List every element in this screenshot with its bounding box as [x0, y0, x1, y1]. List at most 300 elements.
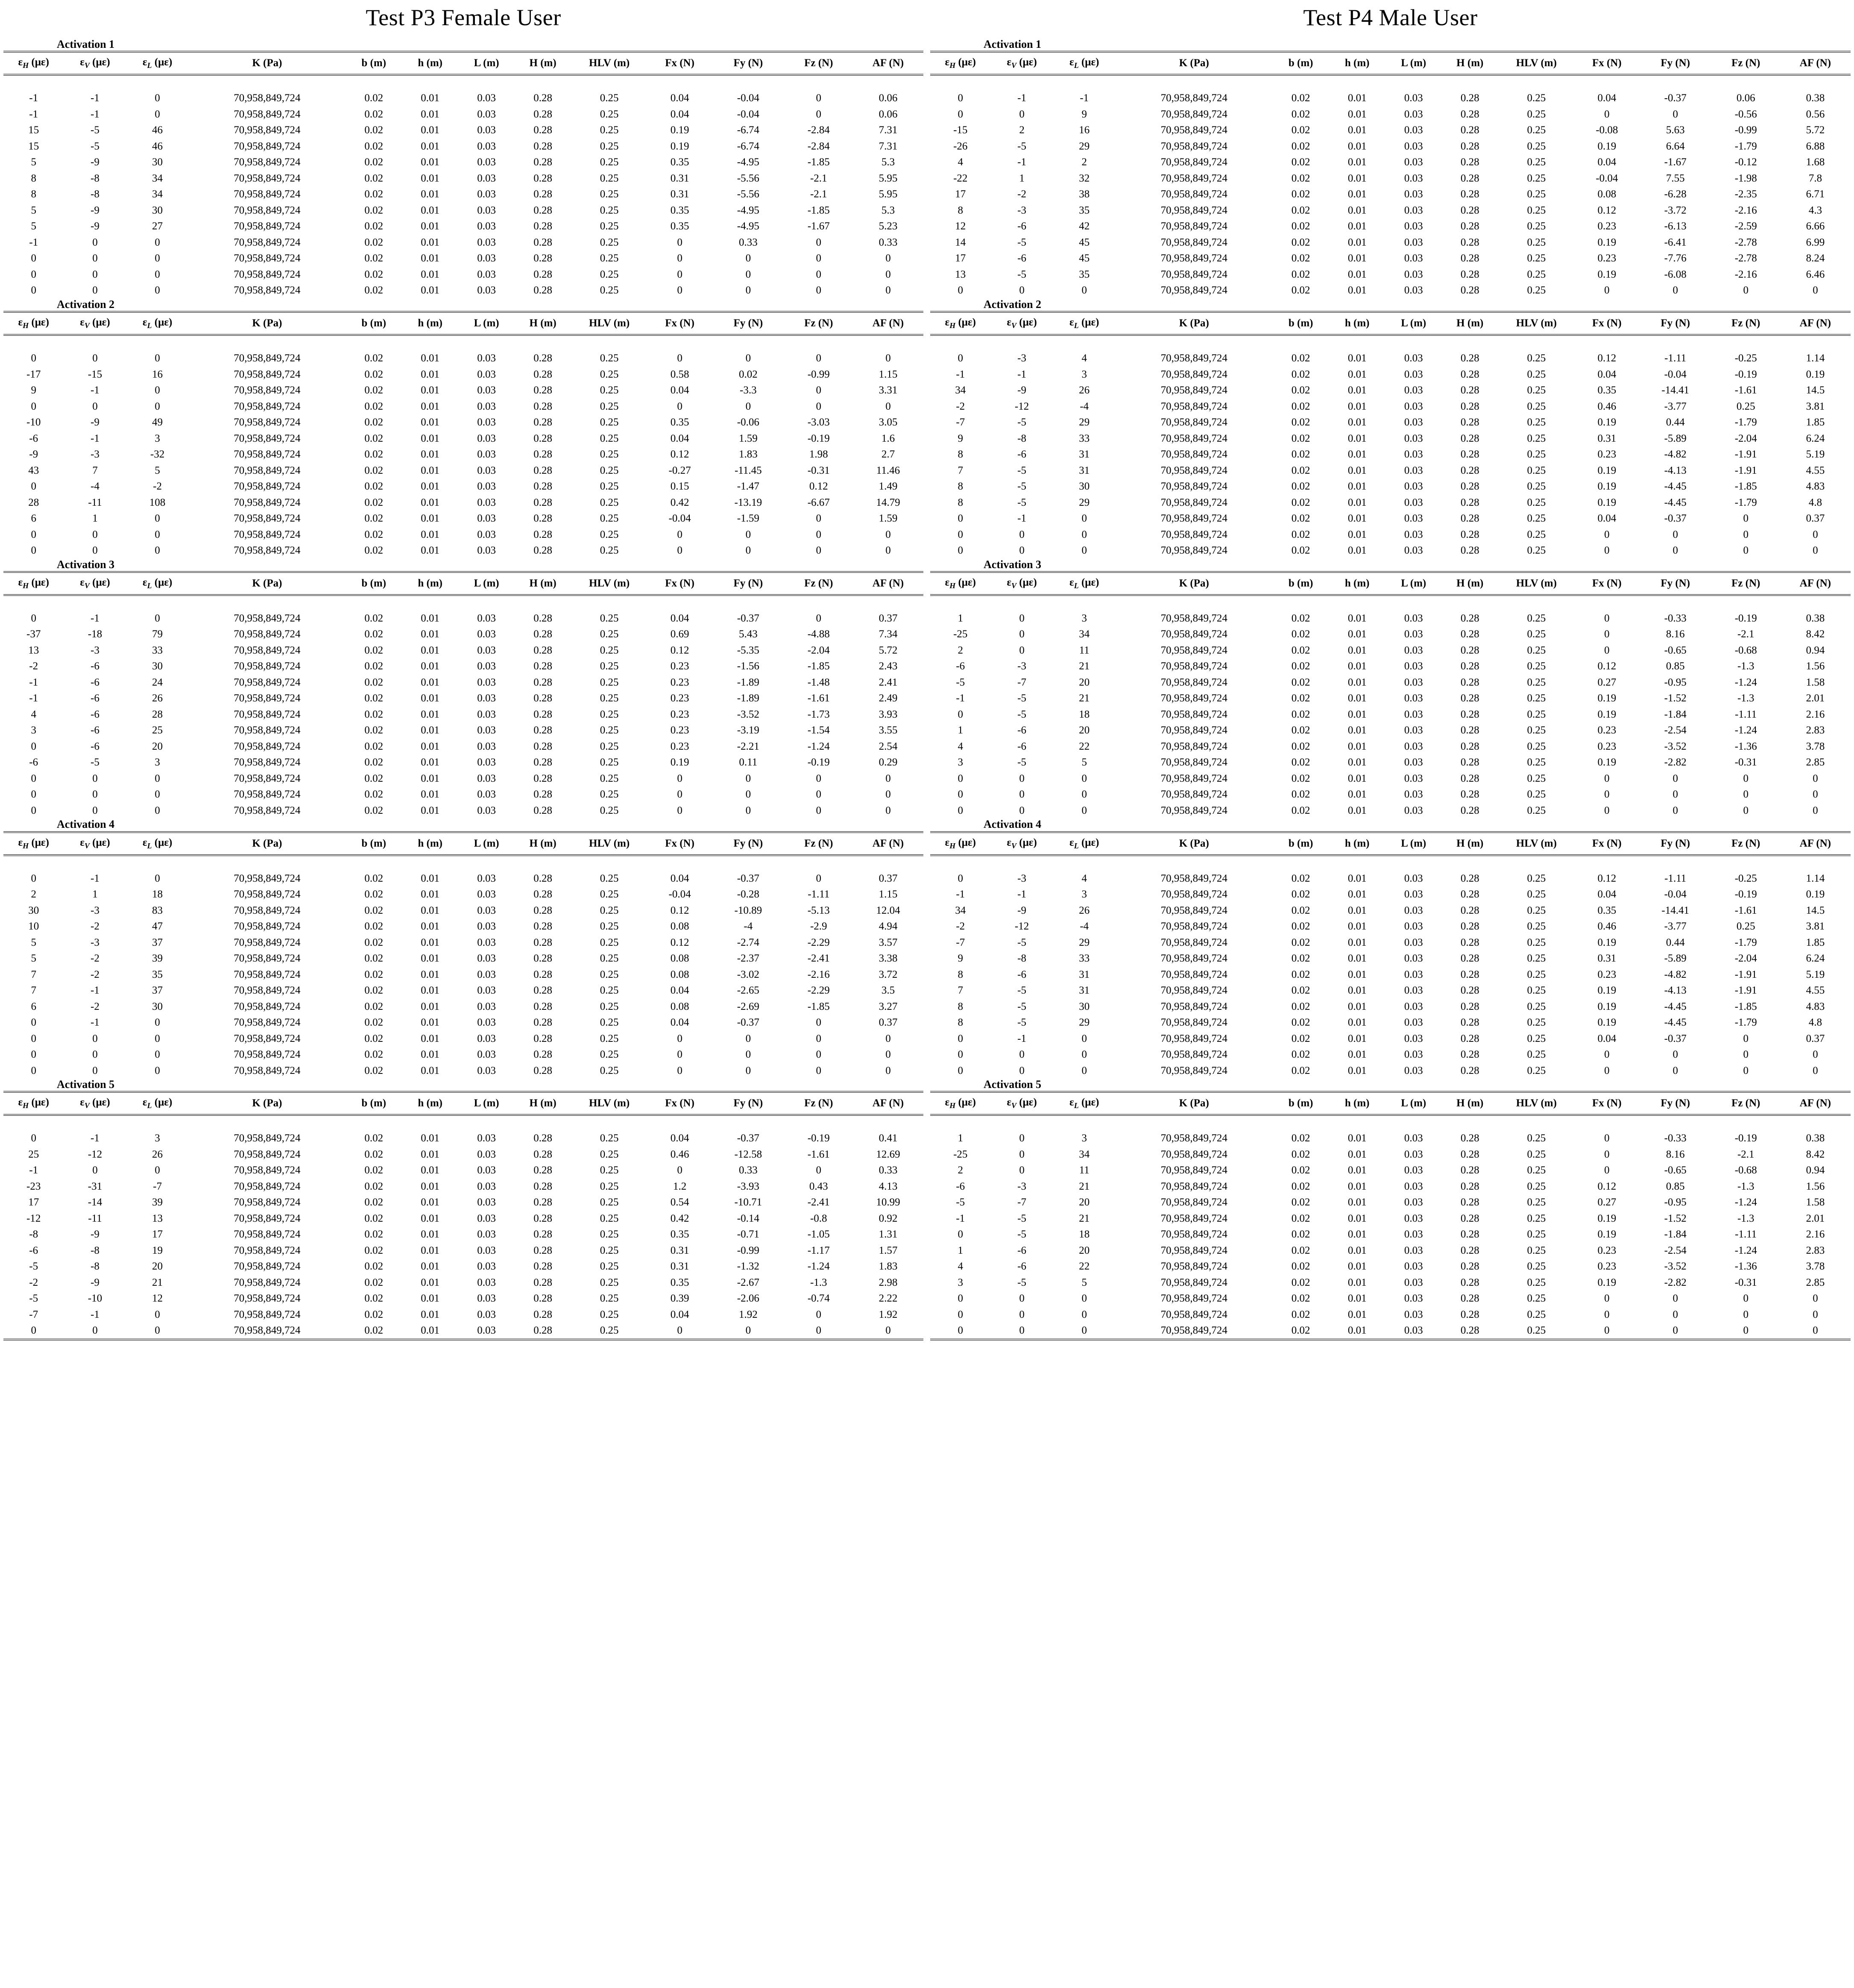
- table-row: [3, 1194, 923, 1211]
- cell-fz: 0: [1743, 1049, 1749, 1061]
- column-header-fy: Fy (N): [712, 572, 785, 595]
- cell-k: 70,958,849,724: [1160, 1032, 1227, 1044]
- cell-k: 70,958,849,724: [234, 1212, 301, 1224]
- cell-b: 0.02: [1291, 724, 1310, 736]
- cell-fy: 0.44: [1666, 416, 1685, 428]
- activation-label: Activation 4: [984, 818, 1042, 831]
- cell-af: 0: [1813, 1308, 1818, 1320]
- activation-table: [3, 51, 923, 299]
- cell-b: 0.02: [1291, 284, 1310, 296]
- cell-b: 0.02: [364, 513, 384, 525]
- cell-k: 70,958,849,724: [234, 368, 301, 380]
- table-row: [930, 90, 1851, 106]
- table-row: [3, 542, 923, 559]
- cell-el: 21: [1079, 1180, 1090, 1192]
- cell-el: 0: [155, 1049, 160, 1061]
- cell-el: 3: [155, 432, 160, 444]
- cell-h: 0.01: [421, 449, 440, 460]
- cell-af: 3.78: [1806, 740, 1825, 752]
- cell-h: 0.01: [1347, 204, 1367, 216]
- spacer-cell: [930, 595, 1851, 610]
- cell-hlv: 0.25: [600, 660, 619, 672]
- cell-fy: -0.37: [737, 612, 759, 624]
- cell-ev: 0: [1019, 644, 1025, 656]
- cell-ev: -9: [91, 204, 100, 216]
- cell-fy: -1.11: [1664, 872, 1687, 884]
- cell-L: 0.03: [1404, 612, 1423, 624]
- cell-b: 0.02: [1291, 156, 1310, 168]
- cell-b: 0.02: [364, 140, 384, 152]
- cell-L: 0.03: [477, 888, 496, 900]
- cell-fy: -4.45: [1664, 496, 1687, 508]
- table-row: [3, 170, 923, 187]
- cell-fz: -2.84: [807, 124, 830, 136]
- cell-b: 0.02: [1291, 1064, 1310, 1076]
- cell-fx: 0.04: [1597, 368, 1617, 380]
- cell-H: 0.28: [1460, 545, 1479, 557]
- cell-hlv: 0.25: [600, 1132, 619, 1144]
- cell-el: 30: [1079, 481, 1090, 493]
- spacer-cell: [930, 1115, 1851, 1130]
- cell-L: 0.03: [477, 772, 496, 784]
- table-row: [3, 610, 923, 627]
- cell-el: 22: [1079, 1261, 1090, 1273]
- cell-k: 70,958,849,724: [234, 513, 301, 525]
- cell-hlv: 0.25: [600, 1017, 619, 1029]
- cell-fy: 0: [1672, 789, 1678, 800]
- cell-el: 83: [152, 904, 163, 916]
- cell-af: 3.81: [1806, 400, 1825, 412]
- cell-fx: 0: [677, 1032, 682, 1044]
- cell-af: 1.58: [1806, 676, 1825, 688]
- cell-af: 8.24: [1806, 252, 1825, 264]
- cell-ev: 2: [1019, 124, 1025, 136]
- cell-H: 0.28: [533, 384, 552, 396]
- cell-eh: 7: [958, 985, 963, 997]
- cell-fz: 0: [1712, 1322, 1780, 1340]
- table-row: [930, 982, 1851, 999]
- cell-ev: -9: [91, 416, 100, 428]
- cell-af: 2.16: [1806, 1229, 1825, 1240]
- column-header-k: K (Pa): [189, 832, 346, 855]
- cell-ev: -1: [91, 384, 100, 396]
- cell-eh: -37: [26, 628, 41, 640]
- cell-b: 0.02: [1291, 740, 1310, 752]
- cell-b: 0.02: [364, 1000, 384, 1012]
- cell-h: 0.01: [421, 1032, 440, 1044]
- cell-ev: -8: [1017, 953, 1026, 965]
- cell-af: 0: [885, 772, 891, 784]
- cell-L: 0.03: [477, 156, 496, 168]
- cell-af: 3.5: [881, 985, 895, 997]
- cell-fy: 0: [745, 1032, 751, 1044]
- cell-h: 0.01: [421, 772, 440, 784]
- cell-H: 0.28: [1460, 1308, 1479, 1320]
- cell-h: 0.01: [1347, 513, 1367, 525]
- cell-af: 2.16: [1806, 708, 1825, 720]
- cell-ev: -5: [1017, 236, 1026, 248]
- cell-fz: -1.67: [807, 220, 830, 232]
- cell-fz: -6.67: [807, 496, 830, 508]
- cell-hlv: 0.25: [1527, 449, 1546, 460]
- cell-H: 0.28: [1460, 872, 1479, 884]
- table-row: [3, 754, 923, 771]
- cell-ev: -5: [1017, 1229, 1026, 1240]
- cell-k: 70,958,849,724: [1160, 464, 1227, 476]
- cell-af: 0.29: [879, 756, 898, 768]
- cell-fy: -0.04: [1664, 888, 1687, 900]
- cell-eh: 0: [31, 740, 36, 752]
- column-header-L: L (m): [458, 1092, 515, 1115]
- cell-hlv: 0.25: [1527, 384, 1546, 396]
- cell-H: 0.28: [533, 481, 552, 493]
- cell-h: 0.01: [421, 789, 440, 800]
- cell-L: 0.03: [477, 545, 496, 557]
- cell-h: 0.01: [1347, 888, 1367, 900]
- cell-hlv: 0.25: [1527, 1032, 1546, 1044]
- table-row: [930, 1258, 1851, 1275]
- cell-h: 0.01: [1347, 708, 1367, 720]
- cell-eh: -2: [956, 921, 965, 932]
- cell-ev: -5: [1017, 692, 1026, 704]
- cell-h: 0.01: [421, 1049, 440, 1061]
- cell-L: 0.03: [477, 1148, 496, 1160]
- cell-h: 0.01: [421, 284, 440, 296]
- cell-eh: 2: [958, 1164, 963, 1176]
- cell-eh: 34: [955, 904, 966, 916]
- cell-eh: 1: [958, 1244, 963, 1256]
- column-header-af: AF (N): [1780, 52, 1851, 75]
- column-header-eh: $\varepsilon_H$ (με): [3, 572, 64, 595]
- cell-H: 0.28: [1460, 1196, 1479, 1208]
- cell-b: 0.02: [364, 804, 384, 816]
- cell-b: 0.02: [364, 708, 384, 720]
- cell-L: 0.03: [1404, 124, 1423, 136]
- column-header-ev: $\varepsilon_V$ (με): [64, 52, 126, 75]
- cell-ev: -5: [91, 140, 100, 152]
- cell-b: 0.02: [1291, 220, 1310, 232]
- cell-H: 0.28: [533, 756, 552, 768]
- column-header-H: H (m): [1442, 312, 1498, 335]
- cell-fz: 0: [816, 1164, 822, 1176]
- cell-fy: -0.95: [1664, 676, 1687, 688]
- column-header-hlv: HLV (m): [1498, 1092, 1575, 1115]
- cell-hlv: 0.25: [1527, 985, 1546, 997]
- cell-L: 0.03: [1404, 1276, 1423, 1288]
- cell-el: 21: [1079, 660, 1090, 672]
- cell-fz: -1.3: [1737, 1180, 1754, 1192]
- cell-ev: -3: [91, 644, 100, 656]
- cell-b: 0.02: [364, 496, 384, 508]
- table-row: [3, 1047, 923, 1063]
- cell-fx: 0.19: [1597, 416, 1617, 428]
- cell-hlv: 0.25: [1527, 904, 1546, 916]
- cell-k: 70,958,849,724: [1160, 496, 1227, 508]
- cell-b: 0.02: [1291, 252, 1310, 264]
- cell-ev: -12: [1014, 400, 1029, 412]
- cell-af: 0: [885, 1064, 891, 1076]
- cell-af: 5.95: [879, 172, 898, 184]
- cell-ev: -2: [91, 968, 100, 980]
- cell-k: 70,958,849,724: [234, 220, 301, 232]
- cell-hlv: 0.25: [1527, 481, 1546, 493]
- table-row: [930, 1015, 1851, 1031]
- cell-hlv: 0.25: [1527, 644, 1546, 656]
- cell-fz: 0.43: [809, 1180, 828, 1192]
- cell-H: 0.28: [533, 676, 552, 688]
- cell-k: 70,958,849,724: [1160, 756, 1227, 768]
- cell-ev: 0: [990, 1322, 1053, 1340]
- cell-fz: -2.29: [807, 985, 830, 997]
- cell-eh: 15: [28, 140, 39, 152]
- cell-el: 0: [155, 872, 160, 884]
- cell-hlv: 0.25: [1527, 416, 1546, 428]
- cell-b: 0.02: [1291, 1196, 1310, 1208]
- table-row: [3, 967, 923, 983]
- cell-af: 0.19: [1806, 368, 1825, 380]
- cell-eh: 0: [31, 528, 36, 540]
- cell-k: 70,958,849,724: [1160, 953, 1227, 965]
- cell-L: 0.03: [1404, 1049, 1423, 1061]
- cell-k: 70,958,849,724: [1160, 1276, 1227, 1288]
- cell-h: 0.01: [421, 268, 440, 280]
- cell-k: 70,958,849,724: [1160, 1196, 1227, 1208]
- cell-k: 70,958,849,724: [1160, 1212, 1227, 1224]
- cell-hlv: 0.25: [571, 1322, 647, 1340]
- cell-h: 0.01: [1347, 352, 1367, 364]
- cell-fx: 0: [1604, 1148, 1610, 1160]
- table-row: [930, 399, 1851, 415]
- column-header-fx: Fx (N): [647, 312, 712, 335]
- cell-af: 0: [1813, 284, 1818, 296]
- cell-H: 0.28: [533, 172, 552, 184]
- cell-af: 7.31: [879, 140, 898, 152]
- table-row: [3, 950, 923, 967]
- cell-ev: -8: [91, 188, 100, 200]
- cell-ev: 1: [92, 513, 98, 525]
- cell-hlv: 0.25: [600, 140, 619, 152]
- spacer-cell: [930, 335, 1851, 350]
- cell-L: 0.03: [1404, 724, 1423, 736]
- activation-table: [3, 311, 923, 559]
- cell-h: 0.01: [421, 528, 440, 540]
- cell-ev: 0: [1019, 1049, 1025, 1061]
- cell-fy: -3.52: [1664, 740, 1687, 752]
- cell-H: 0.28: [1460, 464, 1479, 476]
- cell-h: 0.01: [421, 464, 440, 476]
- cell-b: 0.02: [1291, 936, 1310, 948]
- cell-ev: -5: [1017, 496, 1026, 508]
- cell-fz: -0.68: [1734, 644, 1757, 656]
- cell-el: 32: [1079, 172, 1090, 184]
- column-header-eh: $\varepsilon_H$ (με): [3, 832, 64, 855]
- table-row: [3, 154, 923, 170]
- cell-fx: 0.19: [1597, 464, 1617, 476]
- cell-fy: -0.28: [737, 888, 759, 900]
- cell-af: 2.49: [879, 692, 898, 704]
- cell-hlv: 0.25: [600, 692, 619, 704]
- cell-af: 5.72: [1806, 124, 1825, 136]
- cell-el: 46: [152, 140, 163, 152]
- cell-h: 0.01: [1347, 612, 1367, 624]
- cell-eh: 0: [31, 268, 36, 280]
- cell-ev: -5: [1017, 140, 1026, 152]
- cell-b: 0.02: [364, 172, 384, 184]
- cell-fx: 0.04: [670, 1308, 689, 1320]
- cell-ev: -1: [1017, 156, 1026, 168]
- cell-hlv: 0.25: [600, 449, 619, 460]
- cell-fy: -1.89: [737, 676, 759, 688]
- cell-k: 70,958,849,724: [1160, 1148, 1227, 1160]
- cell-fz: 0: [1743, 284, 1749, 296]
- cell-b: 0.02: [364, 904, 384, 916]
- cell-b: 0.02: [364, 220, 384, 232]
- table-row: [930, 886, 1851, 903]
- cell-fz: -1.24: [1734, 1196, 1757, 1208]
- cell-fy: -2.06: [737, 1293, 759, 1305]
- cell-eh: -1: [956, 888, 965, 900]
- cell-b: 0.02: [364, 724, 384, 736]
- cell-ev: -6: [1017, 724, 1026, 736]
- cell-eh: 34: [955, 384, 966, 396]
- cell-H: 0.28: [1460, 1293, 1479, 1305]
- cell-fz: -0.31: [1734, 756, 1757, 768]
- cell-ev: -6: [1017, 449, 1026, 460]
- cell-fx: 0.12: [1597, 1180, 1617, 1192]
- cell-b: 0.02: [1291, 1049, 1310, 1061]
- cell-k: 70,958,849,724: [1160, 204, 1227, 216]
- cell-b: 0.02: [1291, 985, 1310, 997]
- spacer-cell: [930, 855, 1851, 871]
- cell-fx: 0: [1604, 284, 1610, 296]
- cell-el: 0: [1081, 789, 1087, 800]
- cell-fx: 0.19: [1597, 1276, 1617, 1288]
- cell-af: 0: [885, 268, 891, 280]
- cell-eh: -6: [29, 1244, 38, 1256]
- cell-el: 3: [1081, 888, 1087, 900]
- cell-L: 0.03: [477, 1196, 496, 1208]
- cell-k: 70,958,849,724: [234, 985, 301, 997]
- cell-hlv: 0.25: [600, 268, 619, 280]
- cell-fx: -0.04: [668, 513, 691, 525]
- cell-k: 70,958,849,724: [234, 692, 301, 704]
- cell-H: 0.28: [533, 1017, 552, 1029]
- table-row: [930, 495, 1851, 511]
- cell-L: 0.03: [1404, 804, 1423, 816]
- cell-H: 0.28: [1460, 1261, 1479, 1273]
- cell-fy: -3.19: [737, 724, 759, 736]
- cell-L: 0.03: [477, 660, 496, 672]
- table-row: [930, 1031, 1851, 1047]
- cell-H: 0.28: [1460, 888, 1479, 900]
- cell-fx: 0: [677, 352, 682, 364]
- cell-af: 0: [1780, 1322, 1851, 1340]
- cell-af: 1.6: [881, 432, 895, 444]
- cell-fz: -2.41: [807, 953, 830, 965]
- column-header-af: AF (N): [853, 1092, 923, 1115]
- cell-eh: 0: [958, 804, 963, 816]
- cell-el: 39: [152, 953, 163, 965]
- cell-af: 2.85: [1806, 756, 1825, 768]
- cell-H: 0.28: [1460, 513, 1479, 525]
- column-header-fx: Fx (N): [647, 572, 712, 595]
- cell-el: -32: [150, 449, 165, 460]
- cell-fx: 0.23: [670, 724, 689, 736]
- cell-fz: -4.88: [807, 628, 830, 640]
- cell-hlv: 0.25: [1527, 1229, 1546, 1240]
- column-header-k: K (Pa): [1116, 832, 1273, 855]
- cell-eh: 2: [31, 888, 36, 900]
- cell-H: 0.28: [1460, 789, 1479, 800]
- cell-af: 5.23: [879, 220, 898, 232]
- cell-eh: 17: [955, 188, 966, 200]
- table-row: [3, 918, 923, 935]
- cell-fz: -1.85: [807, 204, 830, 216]
- cell-hlv: 0.25: [600, 188, 619, 200]
- cell-b: 0.02: [1291, 772, 1310, 784]
- cell-fz: -1.85: [807, 156, 830, 168]
- cell-H: 0.28: [1460, 1276, 1479, 1288]
- table-row: [3, 138, 923, 155]
- cell-L: 0.03: [477, 789, 496, 800]
- cell-h: 0.01: [1347, 464, 1367, 476]
- cell-ev: -1: [1017, 1032, 1026, 1044]
- cell-fy: -4.13: [1664, 985, 1687, 997]
- column-header-k: K (Pa): [189, 1092, 346, 1115]
- activation-list-left: [3, 38, 923, 1340]
- cell-L: 0.03: [1404, 1148, 1423, 1160]
- cell-el: 37: [152, 936, 163, 948]
- table-spacer-row: [3, 75, 923, 90]
- cell-ev: -2: [91, 953, 100, 965]
- cell-L: 0.03: [477, 172, 496, 184]
- cell-b: 0.02: [1291, 513, 1310, 525]
- cell-fy: -1.52: [1664, 1212, 1687, 1224]
- column-header-el: $\varepsilon_L$ (με): [126, 832, 189, 855]
- cell-ev: -18: [88, 628, 103, 640]
- cell-el: 0: [155, 284, 160, 296]
- cell-L: 0.03: [1404, 676, 1423, 688]
- cell-eh: 0: [958, 772, 963, 784]
- cell-eh: 0: [958, 1064, 963, 1076]
- cell-el: 49: [152, 416, 163, 428]
- cell-el: 27: [152, 220, 163, 232]
- cell-el: 0: [155, 1017, 160, 1029]
- cell-ev: -1: [91, 612, 100, 624]
- cell-fx: 0.35: [670, 204, 689, 216]
- cell-eh: 1: [958, 612, 963, 624]
- cell-el: 29: [1079, 416, 1090, 428]
- column-header-h: h (m): [402, 52, 458, 75]
- cell-hlv: 0.25: [600, 724, 619, 736]
- cell-h: 0.01: [1347, 449, 1367, 460]
- table-row: [3, 367, 923, 383]
- cell-af: 7.31: [879, 124, 898, 136]
- column-header-b: b (m): [1273, 312, 1329, 335]
- cell-fx: 0.19: [1597, 1229, 1617, 1240]
- table-row: [3, 1063, 923, 1079]
- cell-fx: 0.23: [1597, 1244, 1617, 1256]
- cell-fy: -3.77: [1664, 921, 1687, 932]
- column-header-el: $\varepsilon_L$ (με): [1053, 1092, 1116, 1115]
- cell-fx: 0: [677, 528, 682, 540]
- cell-eh: -10: [26, 416, 41, 428]
- cell-hlv: 0.25: [1527, 1196, 1546, 1208]
- cell-el: 108: [149, 496, 166, 508]
- cell-H: 0.28: [1460, 384, 1479, 396]
- cell-L: 0.03: [1404, 464, 1423, 476]
- cell-L: 0.03: [1404, 904, 1423, 916]
